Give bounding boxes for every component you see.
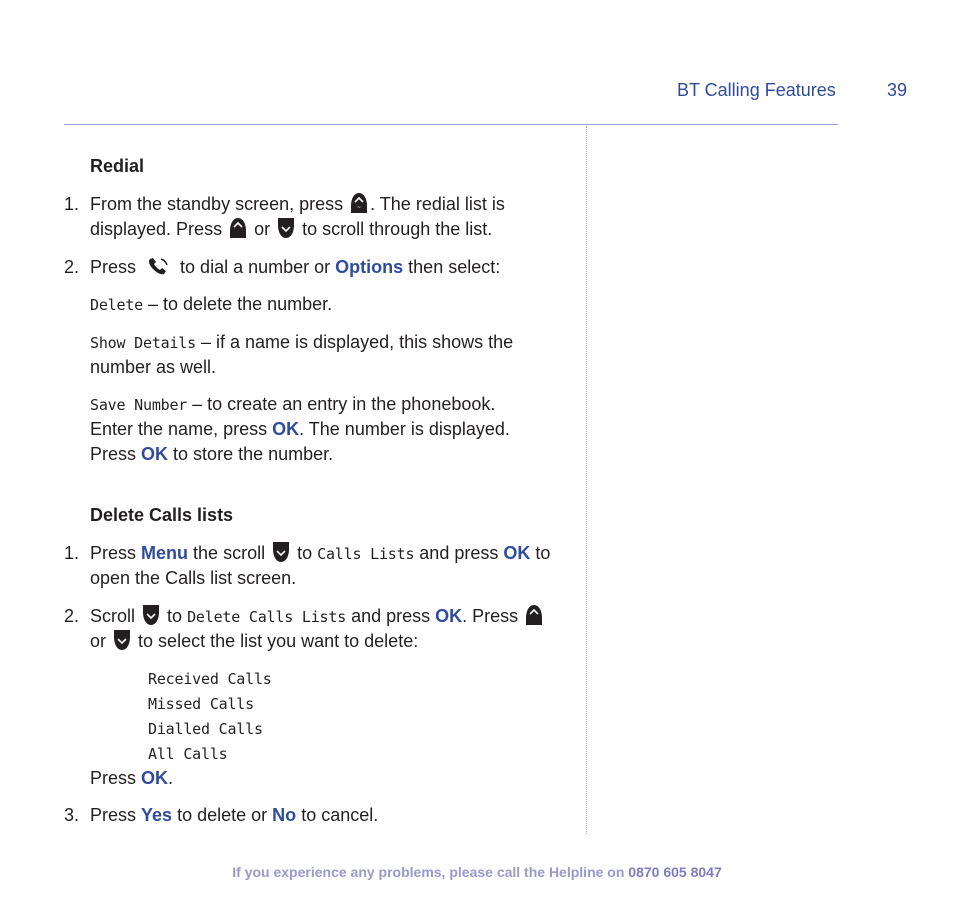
ok-softkey: OK bbox=[272, 419, 300, 439]
display-text: Save Number bbox=[90, 396, 188, 414]
calls-list-options bbox=[148, 667, 272, 767]
option-show-details-line2: number as well. bbox=[90, 357, 217, 377]
options-softkey: Options bbox=[335, 257, 404, 277]
list-item: Received Calls bbox=[148, 670, 272, 688]
display-text: Delete Calls Lists bbox=[187, 608, 347, 626]
delete-step1: 1. Press Menu the scroll to Calls Lists and press OK to bbox=[64, 541, 79, 566]
delete-step2-line2: or to select the list you want to delete: bbox=[90, 629, 418, 658]
display-text: Delete bbox=[90, 296, 143, 314]
option-save-number-line3: Press OK to store the number. bbox=[90, 444, 334, 464]
delete-step3: 3. Press Yes to delete or No to cancel. bbox=[64, 805, 379, 825]
ok-softkey: OK bbox=[141, 768, 169, 788]
list-item: Dialled Calls bbox=[148, 720, 263, 738]
delete-step1-line2: open the Calls list screen. bbox=[90, 568, 297, 588]
option-save-number-line2: Enter the name, press OK. The number is displayed. bbox=[90, 419, 510, 439]
option-delete: Delete – to delete the number. bbox=[90, 294, 333, 314]
scroll-down-icon bbox=[277, 217, 295, 246]
ok-softkey: OK bbox=[141, 444, 169, 464]
option-show-details: Show Details – if a name is displayed, this shows the bbox=[90, 332, 514, 352]
redial-step2: 2. Press to dial a number or Options then select: bbox=[64, 255, 79, 280]
display-text: Show Details bbox=[90, 334, 196, 352]
delete-calls-heading: Delete Calls lists bbox=[90, 505, 234, 525]
step-number: 2. bbox=[64, 257, 80, 277]
section-title: BT Calling Features bbox=[677, 80, 836, 100]
press-ok-line: Press OK. bbox=[90, 768, 174, 788]
step-number: 1. bbox=[64, 194, 80, 214]
page-number: 39 bbox=[887, 80, 908, 100]
header-rule bbox=[64, 124, 838, 125]
option-save-number: Save Number – to create an entry in the phonebook. bbox=[90, 394, 496, 414]
list-item: All Calls bbox=[148, 745, 228, 763]
redial-step1-line1: 1. From the standby screen, press ~ . The redial list is bbox=[64, 192, 79, 217]
list-item: Missed Calls bbox=[148, 695, 254, 713]
column-divider bbox=[586, 126, 587, 834]
step-number: 1. bbox=[64, 543, 80, 563]
scroll-up-icon bbox=[229, 217, 247, 246]
svg-text:~: ~ bbox=[357, 205, 362, 211]
redial-step1-line2: displayed. Press or to scroll through the list. bbox=[90, 217, 492, 246]
scroll-down-icon bbox=[113, 629, 131, 658]
ok-softkey: OK bbox=[435, 606, 463, 626]
step-number: 2. bbox=[64, 606, 80, 626]
display-text: Calls Lists bbox=[317, 545, 415, 563]
delete-step2: 2. Scroll to Delete Calls Lists and press OK. Press bbox=[64, 604, 79, 629]
ok-softkey: OK bbox=[503, 543, 531, 563]
menu-softkey: Menu bbox=[141, 543, 189, 563]
step-number: 3. bbox=[64, 805, 80, 825]
helpline-number: 0870 605 8047 bbox=[628, 864, 722, 880]
redial-heading: Redial bbox=[90, 156, 145, 176]
yes-softkey: Yes bbox=[141, 805, 173, 825]
scroll-up-icon bbox=[525, 604, 543, 633]
talk-icon bbox=[147, 257, 169, 284]
helpline-footer: If you experience any problems, please call the Helpline on 0870 605 8047 bbox=[232, 864, 722, 880]
no-softkey: No bbox=[272, 805, 297, 825]
